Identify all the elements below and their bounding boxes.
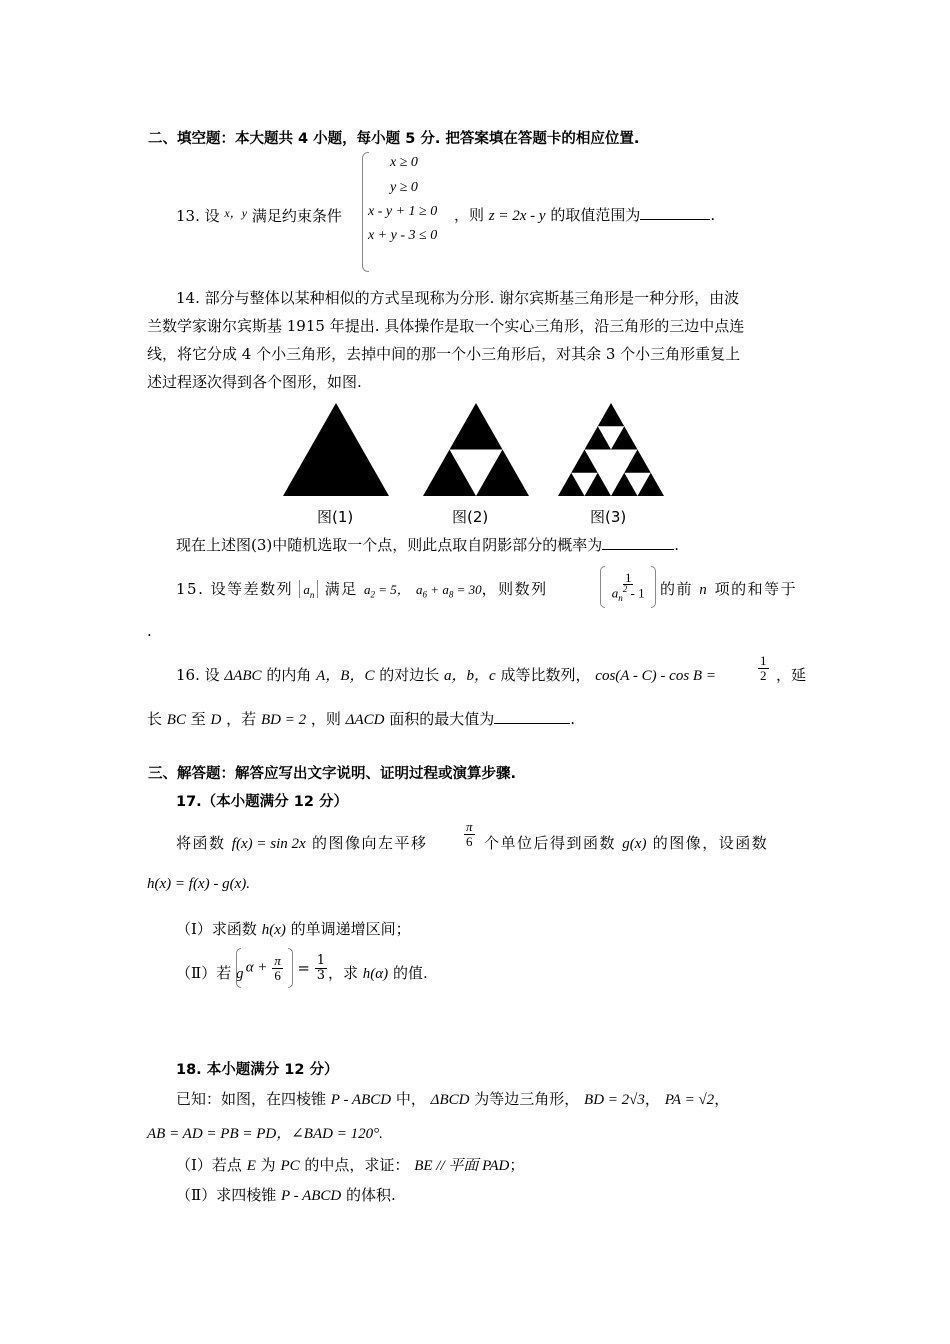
q15-mid3: 的前 [660,580,694,598]
q17-p2a: （Ⅱ）若 [176,964,232,982]
q15-cond-1: $a_2 = 5$， [363,582,410,600]
q17-halpha: h(α) [362,966,389,982]
fig-label-1: 图(1) [317,508,354,526]
q16-angles: A，B，C [316,668,375,684]
q16-fraction: $\frac{1}{2}$ [760,653,767,683]
q18-pa: PA = √2 [664,1092,715,1108]
q18-pyramid: P - ABCD [330,1092,392,1108]
q18-pc: PC [280,1158,300,1174]
q16-line1c: 的对边长 [379,666,440,684]
q17-fx: f(x) = sin 2x [231,836,306,852]
q16-condition: cos(A - C) - cos B = [595,668,716,684]
q18-l1b: 中， [395,1090,426,1108]
q14-line-1: 14. 部分与整体以某种相似的方式呈现称为分形. 谢尔宾斯基三角形是一种分形，由波 [176,289,740,307]
q15-suffix: 项的和等于 [714,580,798,598]
q17-p2b: ，求 [328,964,359,982]
q16-bd: BD = 2 [260,712,307,728]
q13-constraint-4: x + y - 3 ≤ 0 [368,228,438,243]
q17-g-argument: α + $\frac{\pi}{6}$ = $\frac{1}{3}$ [236,948,327,988]
q17-p1b: 的单调递增区间； [290,920,411,938]
q18-pyramid-2: P - ABCD [280,1188,342,1204]
q16-triangle: ΔABC [224,668,262,684]
q18-p2a: （Ⅱ）求四棱锥 [176,1186,277,1204]
q16-line1d: 成等比数列， [500,666,591,684]
q16-line2b: 至 [190,710,206,728]
q15-mid2: ，则数列 [481,580,548,598]
q18-e: E [246,1158,256,1174]
q18-p1a: （Ⅰ）若点 [176,1156,242,1174]
q16-line2c: ，若 [226,710,257,728]
q17-l1c: 个单位后得到函数 [484,834,617,852]
fig-label-2: 图(2) [452,508,489,526]
q16-line1b: 的内角 [266,666,312,684]
q16-end: . [570,710,576,728]
q16-bc: BC [166,712,186,728]
q15-n: n [699,582,709,598]
q13-answer-blank [640,205,710,220]
section-2-heading: 二、填空题：本大题共 4 小题，每小题 5 分. 把答案填在答题卡的相应位置. [148,131,640,147]
sierpinski-figures [280,400,670,500]
q18-triangle: ΔBCD [430,1092,470,1108]
q15-mid1: 满足 [324,580,358,598]
q16-line2d: ，则 [310,710,341,728]
q18-comma: ， [644,1090,660,1108]
q17-l1b: 的图像向左平移 [311,834,428,852]
q18-p1b: 为 [260,1156,276,1174]
q16-acd: ΔACD [345,712,385,728]
q13-prefix: 13. 设 [176,207,220,225]
q15-fraction-seq: $\frac{1}{a_n^2 - 1}$ [600,566,656,608]
sierpinski-figure-3 [558,403,664,496]
sierpinski-figure-1 [283,403,389,496]
fig-label-3: 图(3) [590,508,627,526]
q13-end: . [710,206,716,224]
q14-line-2: 兰数学家谢尔宾斯基 1915 年提出. 具体操作是取一个实心三角形，沿三角形的三边中点连 [147,317,745,335]
q15-sequence: $a_n$ [299,580,318,598]
q14-end: . [674,536,680,554]
q16-d: D [210,712,222,728]
q15-cond-2: $a_6 + a_8 = 30$ [416,582,482,600]
q17-l1a: 将函数 [176,834,226,852]
q13-constraint-2: y ≥ 0 [390,180,418,195]
q14-line-3: 线，将它分成 4 个小三角形，去掉中间的那一个小三角形后，对其余 3 个小三角形重复上 [147,345,741,363]
q15-prefix: 15. 设等差数列 [176,580,294,598]
q17-hx-def: h(x) = f(x) - g(x). [147,876,250,892]
q13-constraint-1: x ≥ 0 [390,155,418,170]
q18-p2b: 的体积. [346,1186,396,1204]
q17-p2c: 的值. [392,964,428,982]
q16-sides: a，b，c [444,668,496,684]
q17-g: g [235,966,244,982]
q13-expr: z = 2x - y [488,208,546,224]
q18-l1a: 已知：如图，在四棱锥 [176,1090,327,1108]
q17-hx: h(x) [261,922,286,938]
q14-question: 现在上述图(3)中随机选取一个点，则此点取自阴影部分的概率为 [176,536,603,554]
q18-comma2: ， [714,1090,730,1108]
q17-p1a: （Ⅰ）求函数 [176,920,257,938]
q18-be: BE // 平面 PAD [414,1158,510,1174]
q17-l1d: 的图像，设函数 [652,834,769,852]
q16-line2a: 长 [147,710,163,728]
sierpinski-figure-2 [423,403,529,496]
q18-equal-sides: AB = AD = PB = PD，∠BAD = 120°. [147,1126,383,1142]
q16-line1a: 16. 设 [176,666,220,684]
q13-vars: x，y [224,206,248,220]
q13-then: ，则 [454,206,485,224]
q16-line1e: ，延 [776,666,807,684]
q18-l1c: 为等边三角形， [474,1090,580,1108]
q13-constraint-3: x - y + 1 ≥ 0 [368,204,438,219]
q14-answer-blank [602,535,674,550]
q18-p1d: ； [509,1156,525,1174]
q17-pi-over-6: $\frac{\pi}{6}$ [466,819,473,849]
q17-title: 17.（本小题满分 12 分） [176,794,348,810]
q18-bd: BD = 2√3 [584,1092,645,1108]
q18-p1c: 的中点，求证： [304,1156,410,1174]
q13-mid: 满足约束条件 [251,207,342,225]
q17-gx: g(x) [622,836,647,852]
q14-line-4: 述过程逐次得到各个图形，如图. [147,373,362,391]
q16-line2e: 面积的最大值为 [389,710,495,728]
q13-suffix: 的取值范围为 [550,206,641,224]
q16-answer-blank [494,709,570,724]
section-3-heading: 三、解答题：解答应写出文字说明、证明过程或演算步骤. [148,766,517,782]
q18-title: 18. 本小题满分 12 分） [176,1062,339,1078]
q15-dot: . [147,622,152,640]
